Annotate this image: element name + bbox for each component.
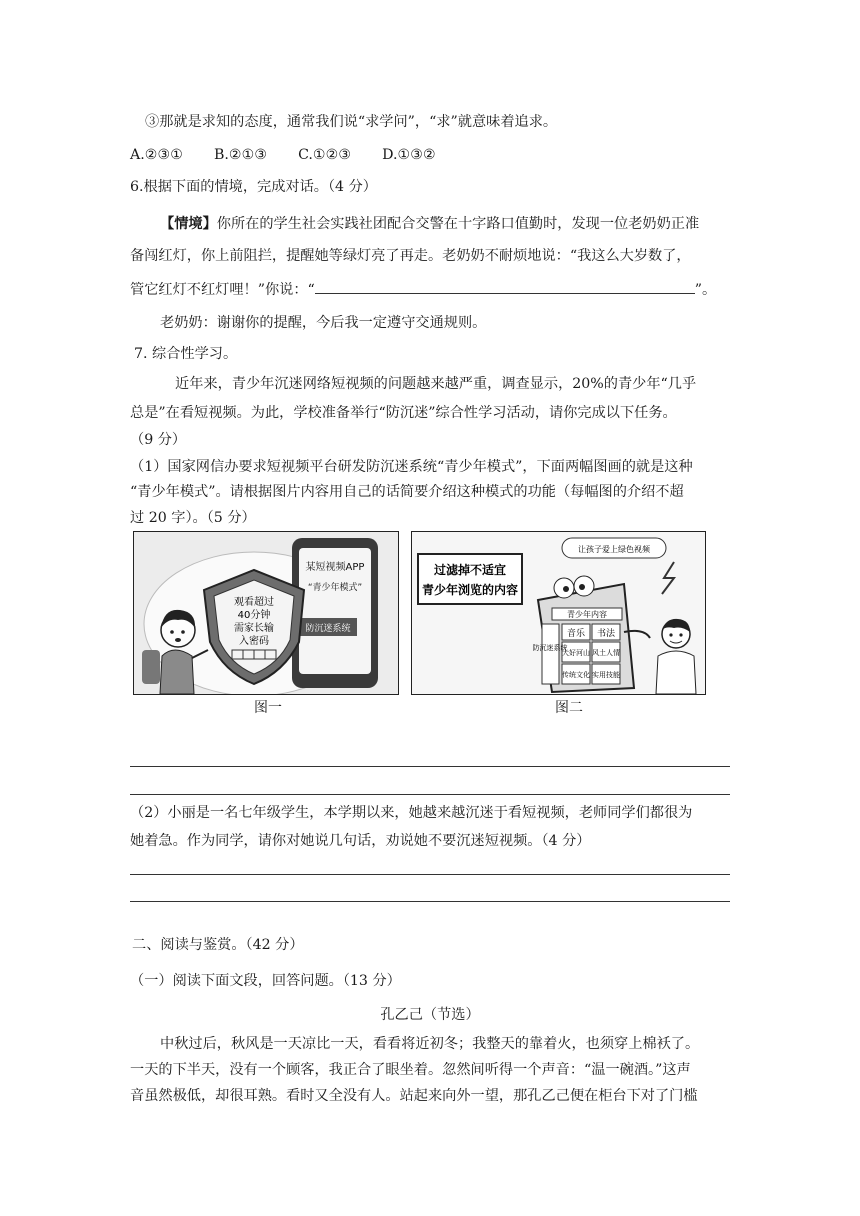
section-2-part-1: （一）阅读下面文段，回答问题。（13 分）: [130, 973, 401, 989]
cell-customs: 风土人情: [592, 649, 620, 657]
article-paragraph-line-1: 中秋过后，秋风是一天凉比一天，看看将近初冬；我整天的靠着火，也须穿上棉袄了。: [160, 1036, 700, 1052]
q6-context-line-1: 【情境】你所在的学生社会实践社团配合交警在十字路口值勤时，发现一位老奶奶正准: [160, 216, 700, 232]
phone-mode-label: “青少年模式”: [307, 583, 363, 593]
article-paragraph-line-2: 一天的下半天，没有一个顾客，我正合了眼坐着。忽然间听得一个声音：“温一碗酒。”这声: [130, 1062, 691, 1078]
q7-sub1-line-2: “青少年模式”。请根据图片内容用自己的话简要介绍这种模式的功能（每幅图的介绍不超: [130, 484, 684, 500]
filter-note-line-1: 过滤掉不适宜: [433, 563, 507, 577]
cell-skills: 实用技能: [592, 671, 620, 679]
cell-music: 音乐: [566, 629, 586, 639]
phone-icon: [292, 538, 378, 688]
q5-option-d: D.①③②: [382, 147, 436, 163]
shield-line-1: 观看超过: [234, 597, 274, 608]
q5-option-b: B.②①③: [213, 147, 268, 163]
figure-2-cartoon: [411, 531, 706, 695]
figure-1-caption: 图一: [254, 700, 282, 716]
q5-option-a: A.②③①: [130, 147, 183, 163]
figure-1-cartoon: [133, 531, 399, 695]
q5-options: [130, 145, 730, 165]
shield-line-2: 40分钟: [237, 610, 271, 621]
article-paragraph-line-3: 音虽然极低，却很耳熟。看时又全没有人。站起来向外一望，那孔乙己便在柜台下对了门槛: [130, 1088, 698, 1104]
q5-option-c: C.①②③: [298, 147, 352, 163]
green-video-banner: 让孩子爱上绿色视频: [578, 545, 650, 554]
q7-sub1-line-1: （1）国家网信办要求短视频平台研发防沉迷系统“青少年模式”，下面两幅图画的就是这种: [130, 459, 693, 475]
q6-grandma-reply: 老奶奶：谢谢你的提醒，今后我一定遵守交通规则。: [160, 315, 487, 331]
answer-line-sub2-2[interactable]: [130, 901, 730, 902]
q7-sub1-line-3: 过 20 字）。（5 分）: [130, 510, 256, 526]
cell-calligraphy: 书法: [596, 629, 616, 639]
q6-context-tag: 【情境】: [160, 216, 217, 232]
q7-intro-line-3: （9 分）: [130, 432, 187, 448]
q7-sub2-line-1: （2）小丽是一名七年级学生，本学期以来，她越来越沉迷于看短视频，老师同学们都很为: [130, 805, 693, 821]
q7-stem: 7. 综合性学习。: [134, 346, 238, 362]
q7-intro-line-1: 近年来，青少年沉迷网络短视频的问题越来越严重，调查显示，20%的青少年“几乎: [175, 376, 697, 392]
figure-2-caption: 图二: [555, 700, 583, 716]
shield-line-3: 需家长输: [234, 623, 274, 634]
q6-context-line-2: 备闯红灯，你上前阻拦，提醒她等绿灯亮了再走。老奶奶不耐烦地说：“我这么大岁数了，: [130, 248, 691, 264]
q7-intro-line-2: 总是”在看短视频。为此，学校准备举行“防沉迷”综合性学习活动，请你完成以下任务。: [130, 405, 677, 421]
q5-item-3: ③那就是求知的态度，通常我们说“求学问”，“求”就意味着追求。: [145, 114, 558, 130]
q6-context-line-3: 管它红灯不红灯哩！”你说：“ ”。: [130, 279, 730, 300]
cell-landscape: 大好河山: [562, 649, 590, 657]
answer-line-sub1-2[interactable]: [130, 794, 730, 795]
section-2-title: 二、阅读与鉴赏。（42 分）: [132, 937, 304, 953]
boy-figure-icon: [656, 619, 696, 694]
phone-app-title: 某短视频APP: [305, 562, 365, 573]
shield-line-4: 入密码: [239, 636, 269, 647]
filter-note-box: [418, 554, 522, 604]
q7-sub2-line-2: 她着急。作为同学，请你对她说几句话，劝说她不要沉迷短视频。（4 分）: [130, 833, 591, 849]
anti-addiction-tag: 防沉迷系统: [305, 624, 351, 634]
filter-note-line-2: 青少年浏览的内容: [421, 583, 519, 597]
phone-top-label: 青少年内容: [567, 610, 607, 619]
q6-answer-blank[interactable]: [315, 279, 695, 294]
side-label: 防沉迷系统: [532, 644, 568, 652]
article-title: 孔乙己（节选）: [380, 1007, 480, 1023]
q6-stem: 6.根据下面的情境，完成对话。（4 分）: [130, 179, 377, 195]
answer-line-sub2-1[interactable]: [130, 874, 730, 875]
answer-line-sub1-1[interactable]: [130, 766, 730, 767]
cell-culture: 传统文化: [562, 671, 590, 679]
